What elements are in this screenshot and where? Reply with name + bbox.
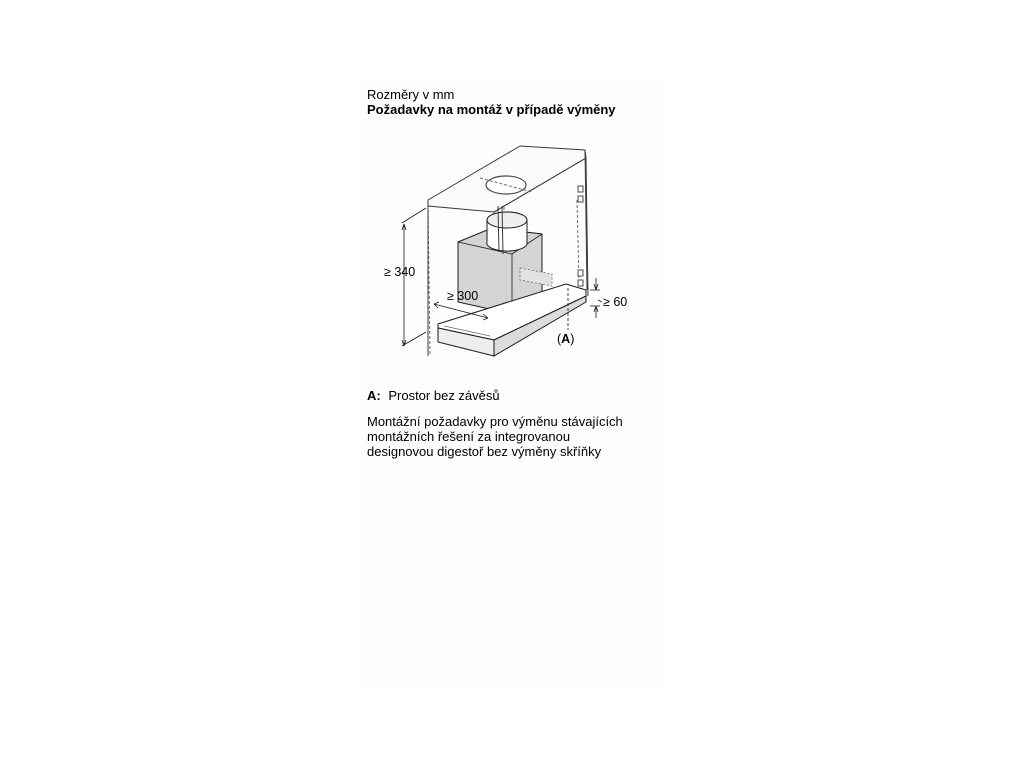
page-subtitle: Požadavky na montáž v případě výměny	[367, 102, 616, 117]
hinge-mark-bottom-inner	[578, 280, 583, 286]
gap-tick	[598, 300, 602, 302]
header	[367, 87, 616, 117]
callout-a-close: )	[570, 332, 575, 346]
legend	[367, 388, 500, 403]
gap-dimension-label: ≥ 60	[603, 295, 628, 309]
depth-dimension-label: ≥ 300	[447, 289, 479, 303]
gap-dimension	[590, 278, 602, 318]
cabinet-hinge-marks	[578, 186, 583, 286]
installation-note	[367, 414, 657, 459]
hinge-mark-top-inner	[578, 196, 583, 202]
callout-a-letter: A	[561, 332, 571, 346]
callout-a-label	[557, 332, 574, 346]
note-line-1: Montážní požadavky pro výměnu stávajících	[367, 414, 623, 429]
note-line-2: montážních řešení za integrovanou	[367, 429, 571, 444]
page-title: Rozměry v mm	[367, 87, 455, 102]
callout-a-open: (	[557, 332, 562, 346]
hinge-mark-top-outer	[578, 186, 583, 192]
legend-text: Prostor bez závěsů	[388, 388, 500, 403]
diagram-svg	[362, 130, 662, 380]
height-extension-bottom	[402, 332, 426, 346]
height-extension-top	[402, 208, 426, 223]
height-dimension-label: ≥ 340	[384, 265, 416, 279]
note-line-3: designovou digestoř bez výměny skříňky	[367, 444, 602, 459]
installation-diagram	[362, 130, 662, 380]
hood-chimney-top	[487, 212, 527, 228]
hinge-mark-bottom-outer	[578, 270, 583, 276]
legend-key: A:	[367, 388, 381, 403]
